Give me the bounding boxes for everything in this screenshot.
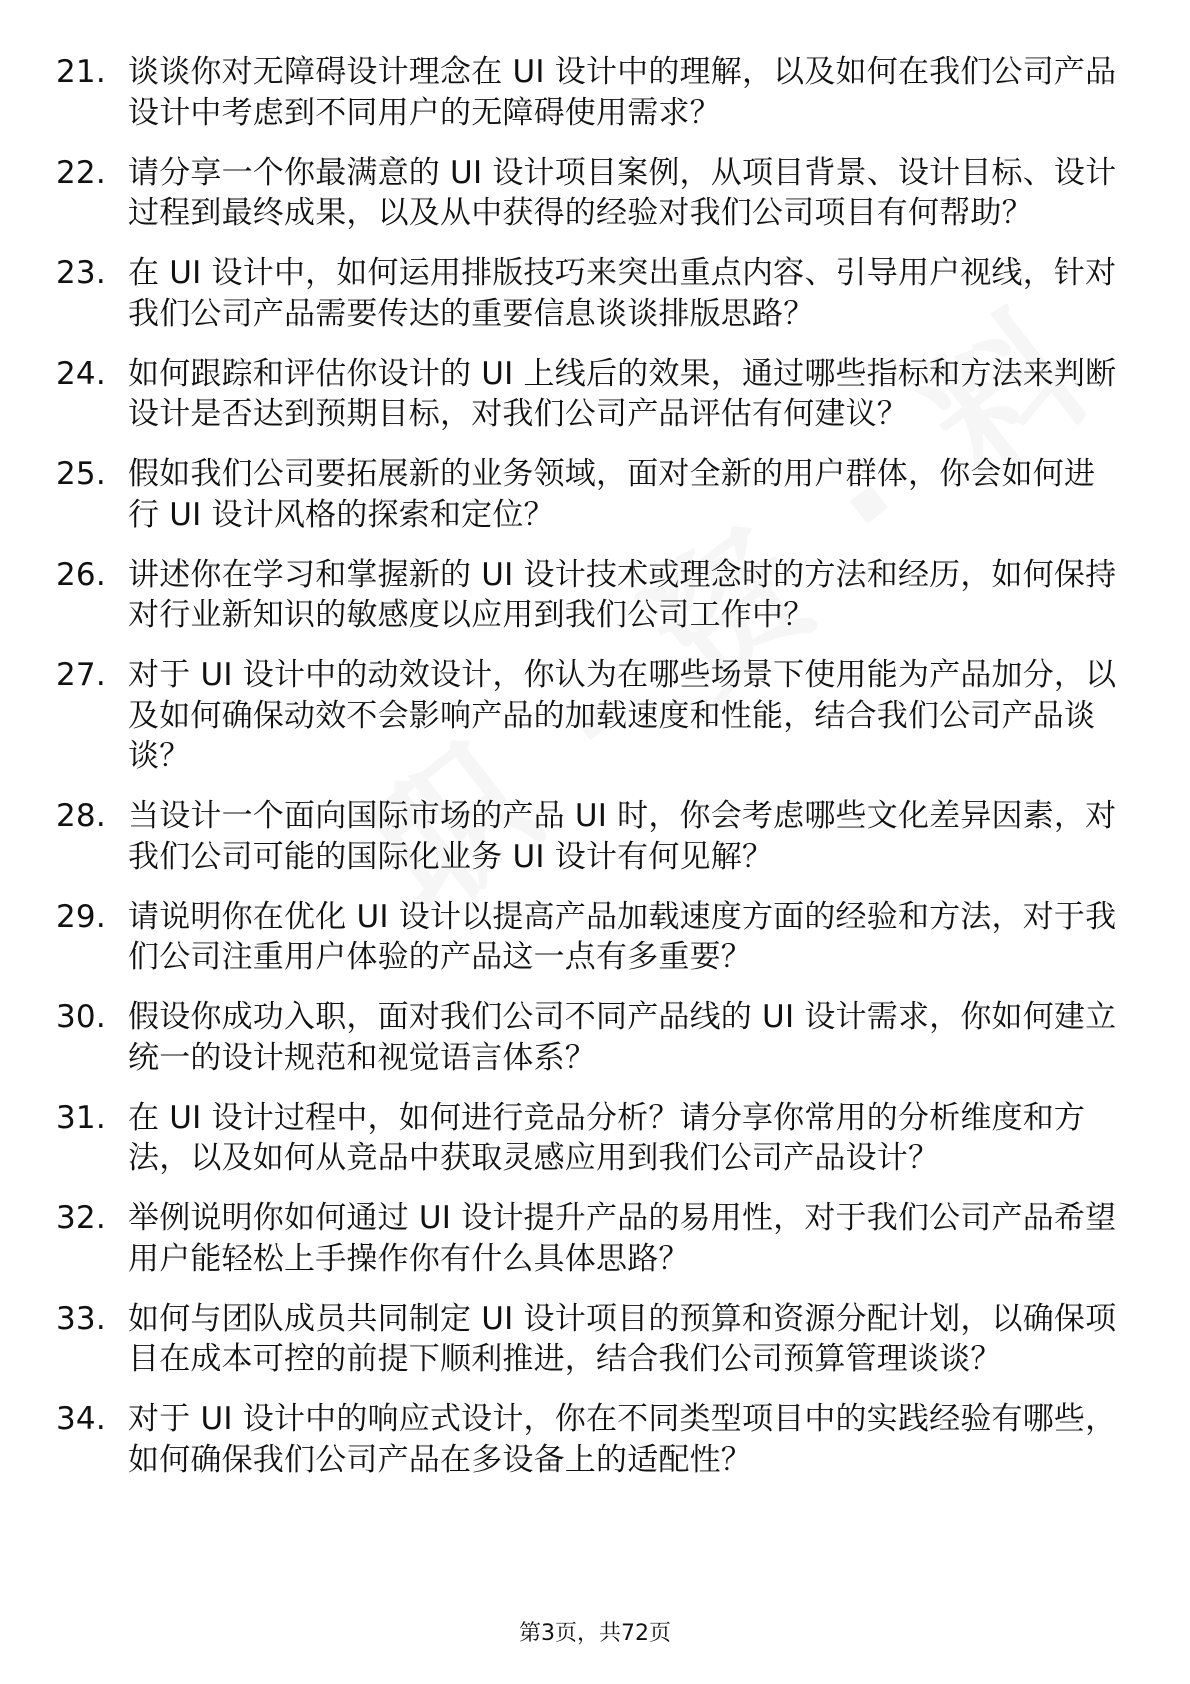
question-text: 请分享一个你最满意的 UI 设计项目案例，从项目背景、设计目标、设计过程到最终成果，以及从中获得的经验对我们公司项目有何帮助？ xyxy=(128,154,1117,231)
question-number: 28. xyxy=(56,798,106,834)
question-item xyxy=(56,1399,1126,1480)
question-number: 30. xyxy=(56,999,106,1035)
question-text: 在 UI 设计过程中，如何进行竞品分析？请分享你常用的分析维度和方法，以及如何从竞品中获取灵感应用到我们公司产品设计？ xyxy=(128,1099,1086,1176)
question-item xyxy=(56,153,1126,234)
question-item xyxy=(56,253,1126,334)
page-footer: 第3页，共72页 xyxy=(519,1621,671,1646)
question-number: 21. xyxy=(56,54,106,90)
question-item xyxy=(56,1098,1126,1179)
question-text: 讲述你在学习和掌握新的 UI 设计技术或理念时的方法和经历，如何保持对行业新知识的敏感度以应用到我们公司工作中？ xyxy=(128,556,1117,633)
question-text: 在 UI 设计中，如何运用排版技巧来突出重点内容、引导用户视线，针对我们公司产品需要传达的重要信息谈谈排版思路？ xyxy=(128,255,1117,332)
question-number: 32. xyxy=(56,1200,106,1236)
question-text: 如何与团队成员共同制定 UI 设计项目的预算和资源分配计划，以确保项目在成本可控的前提下顺利推进，结合我们公司预算管理谈谈？ xyxy=(128,1300,1117,1377)
question-item xyxy=(56,354,1126,435)
question-text: 当设计一个面向国际市场的产品 UI 时，你会考虑哪些文化差异因素，对我们公司可能的国际化业务 UI 设计有何见解？ xyxy=(128,798,1117,875)
question-text: 对于 UI 设计中的动效设计，你认为在哪些场景下使用能为产品加分，以及如何确保动效不会影响产品的加载速度和性能，结合我们公司产品谈谈？ xyxy=(128,657,1117,774)
question-item xyxy=(56,1299,1126,1380)
question-text: 对于 UI 设计中的响应式设计，你在不同类型项目中的实践经验有哪些，如何确保我们公司产品在多设备上的适配性？ xyxy=(128,1401,1117,1478)
question-item xyxy=(56,796,1126,877)
question-item xyxy=(56,897,1126,978)
question-item xyxy=(56,52,1126,133)
question-text: 假设你成功入职，面对我们公司不同产品线的 UI 设计需求，你如何建立统一的设计规范和视觉语言体系？ xyxy=(128,999,1117,1076)
question-list xyxy=(56,52,1126,1500)
question-number: 33. xyxy=(56,1300,106,1337)
question-number: 24. xyxy=(56,355,106,392)
question-number: 34. xyxy=(56,1401,106,1437)
question-text: 如何跟踪和评估你设计的 UI 上线后的效果，通过哪些指标和方法来判断设计是否达到预期目标，对我们公司产品评估有何建议？ xyxy=(128,355,1117,432)
question-item xyxy=(56,555,1126,636)
question-number: 31. xyxy=(56,1099,106,1136)
question-text: 假如我们公司要拓展新的业务领域，面对全新的用户群体，你会如何进行 UI 设计风格的探索和定位？ xyxy=(128,456,1096,533)
question-number: 25. xyxy=(56,456,106,492)
question-number: 23. xyxy=(56,255,106,291)
question-item xyxy=(56,655,1126,777)
question-number: 27. xyxy=(56,657,106,693)
question-number: 29. xyxy=(56,898,106,935)
question-item xyxy=(56,997,1126,1078)
question-text: 请说明你在优化 UI 设计以提高产品加载速度方面的经验和方法，对于我们公司注重用户体验的产品这一点有多重要？ xyxy=(128,898,1117,975)
question-number: 26. xyxy=(56,556,106,593)
question-text: 谈谈你对无障碍设计理念在 UI 设计中的理解，以及如何在我们公司产品设计中考虑到不同用户的无障碍使用需求？ xyxy=(128,54,1117,131)
question-item xyxy=(56,1198,1126,1279)
question-text: 举例说明你如何通过 UI 设计提升产品的易用性，对于我们公司产品希望用户能轻松上手操作你有什么具体思路？ xyxy=(128,1200,1117,1277)
question-number: 22. xyxy=(56,154,106,191)
question-item xyxy=(56,454,1126,535)
